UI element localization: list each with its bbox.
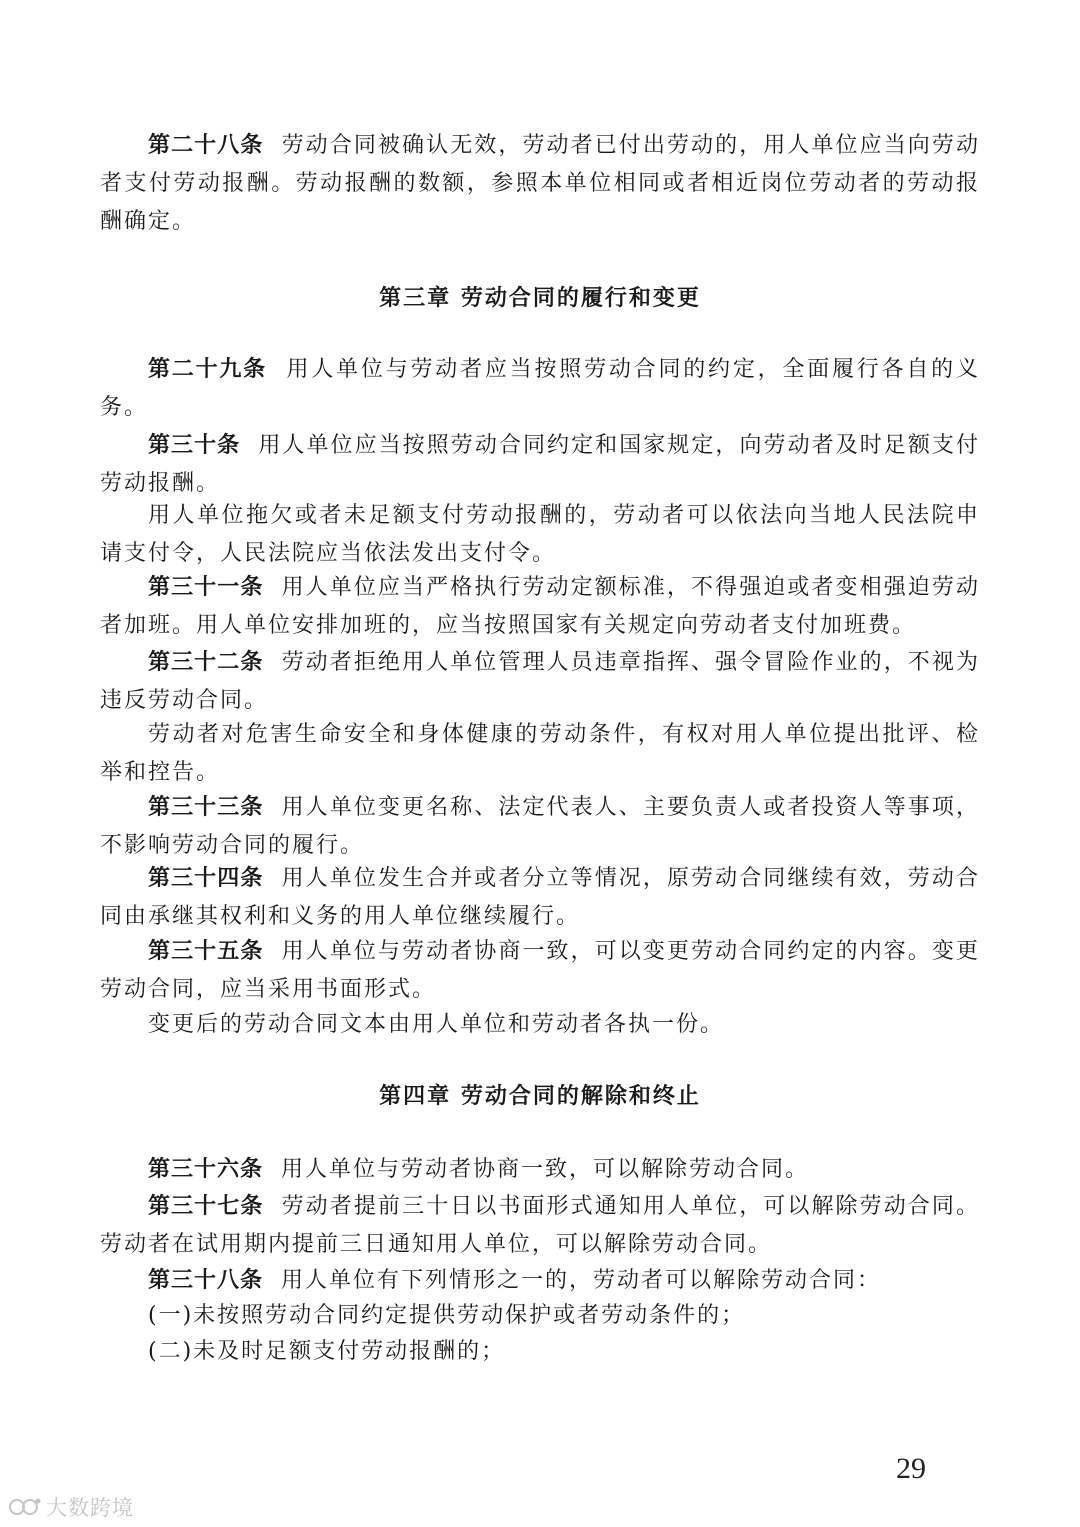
paragraph	[100, 1006, 980, 1044]
article-number: 第三十三条	[148, 794, 264, 820]
article-36	[100, 1150, 980, 1189]
article-text: 用人单位有下列情形之一的，劳动者可以解除劳动合同：	[281, 1268, 882, 1293]
watermark-text: 大数跨境	[46, 1496, 134, 1520]
article-number: 第二十八条	[148, 132, 264, 158]
article-number: 第三十条	[148, 432, 241, 458]
article-number: 第三十六条	[148, 1156, 264, 1182]
article-text: 用人单位发生合并或者分立等情况，原劳动合同继续有效，劳动合同由承继其权利和义务的用人单位继续履行。	[100, 866, 980, 929]
paragraph-text: 劳动者对危害生命安全和身体健康的劳动条件，有权对用人单位提出批评、检举和控告。	[100, 722, 980, 785]
article-number: 第三十四条	[148, 865, 264, 891]
article-31	[100, 568, 980, 645]
article-38	[100, 1261, 980, 1300]
article-number: 第三十二条	[148, 649, 264, 675]
article-text: 用人单位应当严格执行劳动定额标准，不得强迫或者变相强迫劳动者加班。用人单位安排加班的，应当按照国家有关规定向劳动者支付加班费。	[100, 575, 980, 638]
article-text: 劳动合同被确认无效，劳动者已付出劳动的，用人单位应当向劳动者支付劳动报酬。劳动报酬的数额，参照本单位相同或者相近岗位劳动者的劳动报酬确定。	[100, 133, 980, 234]
list-item	[100, 1297, 980, 1335]
article-text: 劳动者拒绝用人单位管理人员违章指挥、强令冒险作业的，不视为违反劳动合同。	[100, 650, 980, 713]
article-number: 第三十八条	[148, 1267, 264, 1293]
paragraph-text: 用人单位拖欠或者未足额支付劳动报酬的，劳动者可以依法向当地人民法院申请支付令，人民法院应当依法发出支付令。	[100, 503, 980, 566]
paragraph	[100, 497, 980, 573]
watermark-logo-icon	[8, 1496, 42, 1518]
chapter-4-heading: 第四章 劳动合同的解除和终止	[379, 1083, 701, 1109]
list-item	[100, 1333, 980, 1371]
page-number: 29	[896, 1452, 926, 1485]
article-33	[100, 788, 980, 865]
article-34	[100, 859, 980, 936]
article-37	[100, 1187, 980, 1264]
paragraph	[100, 716, 980, 792]
article-number: 第三十七条	[148, 1193, 264, 1219]
article-number: 第三十五条	[148, 938, 264, 964]
article-32	[100, 643, 980, 720]
article-29	[100, 350, 980, 427]
paragraph-text: 变更后的劳动合同文本由用人单位和劳动者各执一份。	[148, 1012, 725, 1037]
article-number: 第二十九条	[148, 356, 267, 382]
watermark	[8, 1492, 134, 1522]
article-text: 用人单位应当按照劳动合同约定和国家规定，向劳动者及时足额支付劳动报酬。	[100, 433, 980, 496]
list-item-text: (二)未及时足额支付劳动报酬的；	[148, 1339, 506, 1364]
article-35	[100, 932, 980, 1009]
chapter-3-heading: 第三章 劳动合同的履行和变更	[379, 285, 701, 311]
article-30	[100, 426, 980, 503]
article-text: 劳动者提前三十日以书面形式通知用人单位，可以解除劳动合同。劳动者在试用期内提前三日通知用人单位，可以解除劳动合同。	[100, 1194, 980, 1257]
article-number: 第三十一条	[148, 574, 264, 600]
article-text: 用人单位变更名称、法定代表人、主要负责人或者投资人等事项，不影响劳动合同的履行。	[100, 795, 980, 858]
article-text: 用人单位与劳动者应当按照劳动合同的约定，全面履行各自的义务。	[100, 357, 980, 420]
article-text: 用人单位与劳动者协商一致，可以解除劳动合同。	[281, 1157, 810, 1182]
article-28	[100, 126, 980, 241]
list-item-text: (一)未按照劳动合同约定提供劳动保护或者劳动条件的；	[148, 1303, 746, 1328]
article-text: 用人单位与劳动者协商一致，可以变更劳动合同约定的内容。变更劳动合同，应当采用书面形式。	[100, 939, 980, 1002]
